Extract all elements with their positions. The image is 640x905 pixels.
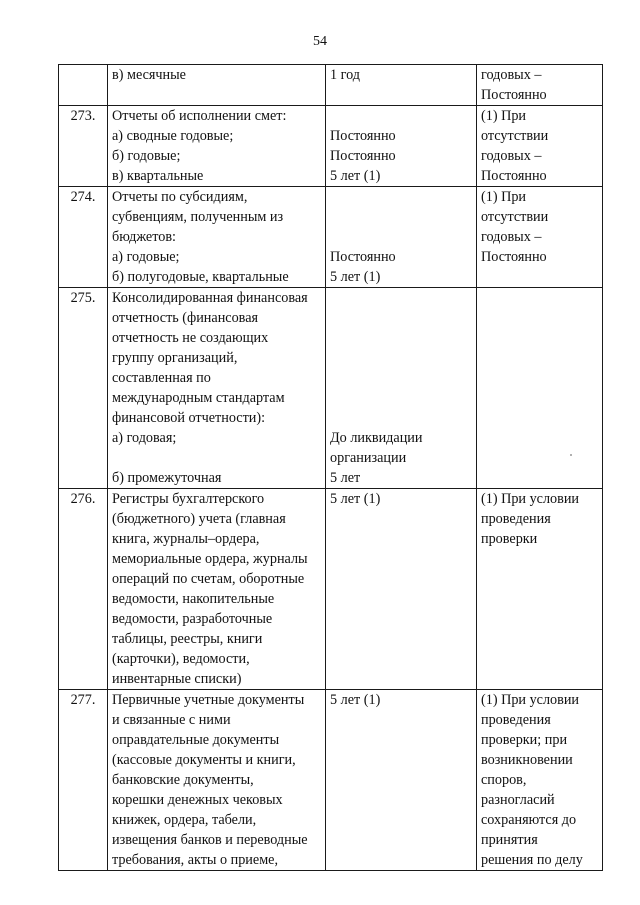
retention-term-line: 5 лет xyxy=(330,470,361,486)
table-row-continuation xyxy=(59,65,603,106)
retention-term-cell xyxy=(326,65,477,106)
document-name-line: в) месячные xyxy=(112,67,186,83)
note-line: (1) При условии xyxy=(481,491,580,507)
document-name-cell xyxy=(108,106,326,187)
note-line: отсутствии xyxy=(481,128,549,144)
document-name-line: международным стандартам xyxy=(112,390,285,406)
document-name-line: составленная по xyxy=(112,370,211,386)
document-name-line: а) годовая; xyxy=(112,430,177,446)
note-line: проведения xyxy=(481,712,551,728)
document-name-line: банковские документы, xyxy=(112,772,254,788)
document-name-line: б) годовые; xyxy=(112,148,181,164)
note-line: решения по делу xyxy=(481,852,583,868)
document-name-cell xyxy=(108,65,326,106)
document-name-line: мемориальные ордера, журналы xyxy=(112,551,308,567)
note-line: Постоянно xyxy=(481,168,547,184)
note-cell xyxy=(477,690,603,871)
table-row-273 xyxy=(59,106,603,187)
document-name-line: финансовой отчетности): xyxy=(112,410,266,426)
document-name-line: (кассовые документы и книги, xyxy=(112,752,296,768)
document-name-line: Консолидированная финансовая xyxy=(112,290,308,306)
note-line: (1) При xyxy=(481,108,527,124)
note-line: годовых – xyxy=(481,67,542,83)
records-retention-table xyxy=(58,64,603,871)
note-line: Постоянно xyxy=(481,87,547,103)
document-name-line: Отчеты об исполнении смет: xyxy=(112,108,287,124)
retention-term-cell xyxy=(326,489,477,690)
document-name-line: книжек, ордера, табели, xyxy=(112,812,257,828)
note-cell xyxy=(477,106,603,187)
document-name-line: субвенциям, полученным из xyxy=(112,209,284,225)
retention-term-line: До ликвидации xyxy=(330,430,423,446)
retention-term-line: Постоянно xyxy=(330,128,396,144)
note-line: (1) При условии xyxy=(481,692,580,708)
document-name-cell xyxy=(108,288,326,489)
table-row-277 xyxy=(59,690,603,871)
retention-term-cell xyxy=(326,106,477,187)
retention-term-cell xyxy=(326,690,477,871)
note-line: принятия xyxy=(481,832,538,848)
retention-term-line: 5 лет (1) xyxy=(330,491,381,507)
note-cell xyxy=(477,65,603,106)
retention-term-line: 1 год xyxy=(330,67,361,83)
document-name-line: оправдательные документы xyxy=(112,732,280,748)
row-number-cell: 275. xyxy=(59,288,108,489)
document-name-line: б) полугодовые, квартальные xyxy=(112,269,289,285)
row-number-cell: 276. xyxy=(59,489,108,690)
document-name-line: Первичные учетные документы xyxy=(112,692,305,708)
document-name-line: б) промежуточная xyxy=(112,470,222,486)
note-line: проведения xyxy=(481,511,551,527)
retention-term-line: 5 лет (1) xyxy=(330,692,381,708)
document-name-line: извещения банков и переводные xyxy=(112,832,308,848)
document-name-line: группу организаций, xyxy=(112,350,238,366)
table-row-276 xyxy=(59,489,603,690)
note-cell xyxy=(477,187,603,288)
document-name-line: (карточки), ведомости, xyxy=(112,651,250,667)
document-name-line: операций по счетам, оборотные xyxy=(112,571,305,587)
table-row-275 xyxy=(59,288,603,489)
document-name-cell xyxy=(108,489,326,690)
row-number-cell: 274. xyxy=(59,187,108,288)
document-name-line: Регистры бухгалтерского xyxy=(112,491,265,507)
note-line: проверки xyxy=(481,531,538,547)
document-name-line: а) годовые; xyxy=(112,249,180,265)
document-name-cell xyxy=(108,690,326,871)
note-line: Постоянно xyxy=(481,249,547,265)
row-number-cell xyxy=(59,65,108,106)
retention-term-line: 5 лет (1) xyxy=(330,269,381,285)
document-name-line: отчетность не создающих xyxy=(112,330,269,346)
document-name-line: в) квартальные xyxy=(112,168,204,184)
note-line: разногласий xyxy=(481,792,555,808)
retention-term-cell xyxy=(326,288,477,489)
document-name-line: книга, журналы–ордера, xyxy=(112,531,260,547)
note-line: годовых – xyxy=(481,148,542,164)
note-line: годовых – xyxy=(481,229,542,245)
retention-term-cell xyxy=(326,187,477,288)
note-line: возникновении xyxy=(481,752,573,768)
document-name-line: (бюджетного) учета (главная xyxy=(112,511,286,527)
document-name-line: инвентарные списки) xyxy=(112,671,242,687)
retention-term-line: 5 лет (1) xyxy=(330,168,381,184)
document-name-line: ведомости, накопительные xyxy=(112,591,275,607)
document-name-line: отчетность (финансовая xyxy=(112,310,259,326)
document-name-line: таблицы, реестры, книги xyxy=(112,631,263,647)
note-cell xyxy=(477,489,603,690)
document-name-line: требования, акты о приеме, xyxy=(112,852,279,868)
document-name-line: Отчеты по субсидиям, xyxy=(112,189,248,205)
document-name-line: бюджетов: xyxy=(112,229,176,245)
row-number-cell: 273. xyxy=(59,106,108,187)
note-line: отсутствии xyxy=(481,209,549,225)
page-number: 54 xyxy=(313,34,327,49)
scan-speck xyxy=(570,454,572,456)
note-cell xyxy=(477,288,603,489)
note-line: (1) При xyxy=(481,189,527,205)
document-name-line: ведомости, разработочные xyxy=(112,611,273,627)
document-name-line: корешки денежных чековых xyxy=(112,792,283,808)
retention-term-line: Постоянно xyxy=(330,148,396,164)
row-number-cell: 277. xyxy=(59,690,108,871)
document-name-line: а) сводные годовые; xyxy=(112,128,234,144)
document-name-cell xyxy=(108,187,326,288)
retention-term-line: Постоянно xyxy=(330,249,396,265)
table-row-274 xyxy=(59,187,603,288)
retention-term-line: организации xyxy=(330,450,407,466)
note-line: споров, xyxy=(481,772,527,788)
document-name-line: и связанные с ними xyxy=(112,712,231,728)
note-line: сохраняются до xyxy=(481,812,577,828)
note-line: проверки; при xyxy=(481,732,568,748)
